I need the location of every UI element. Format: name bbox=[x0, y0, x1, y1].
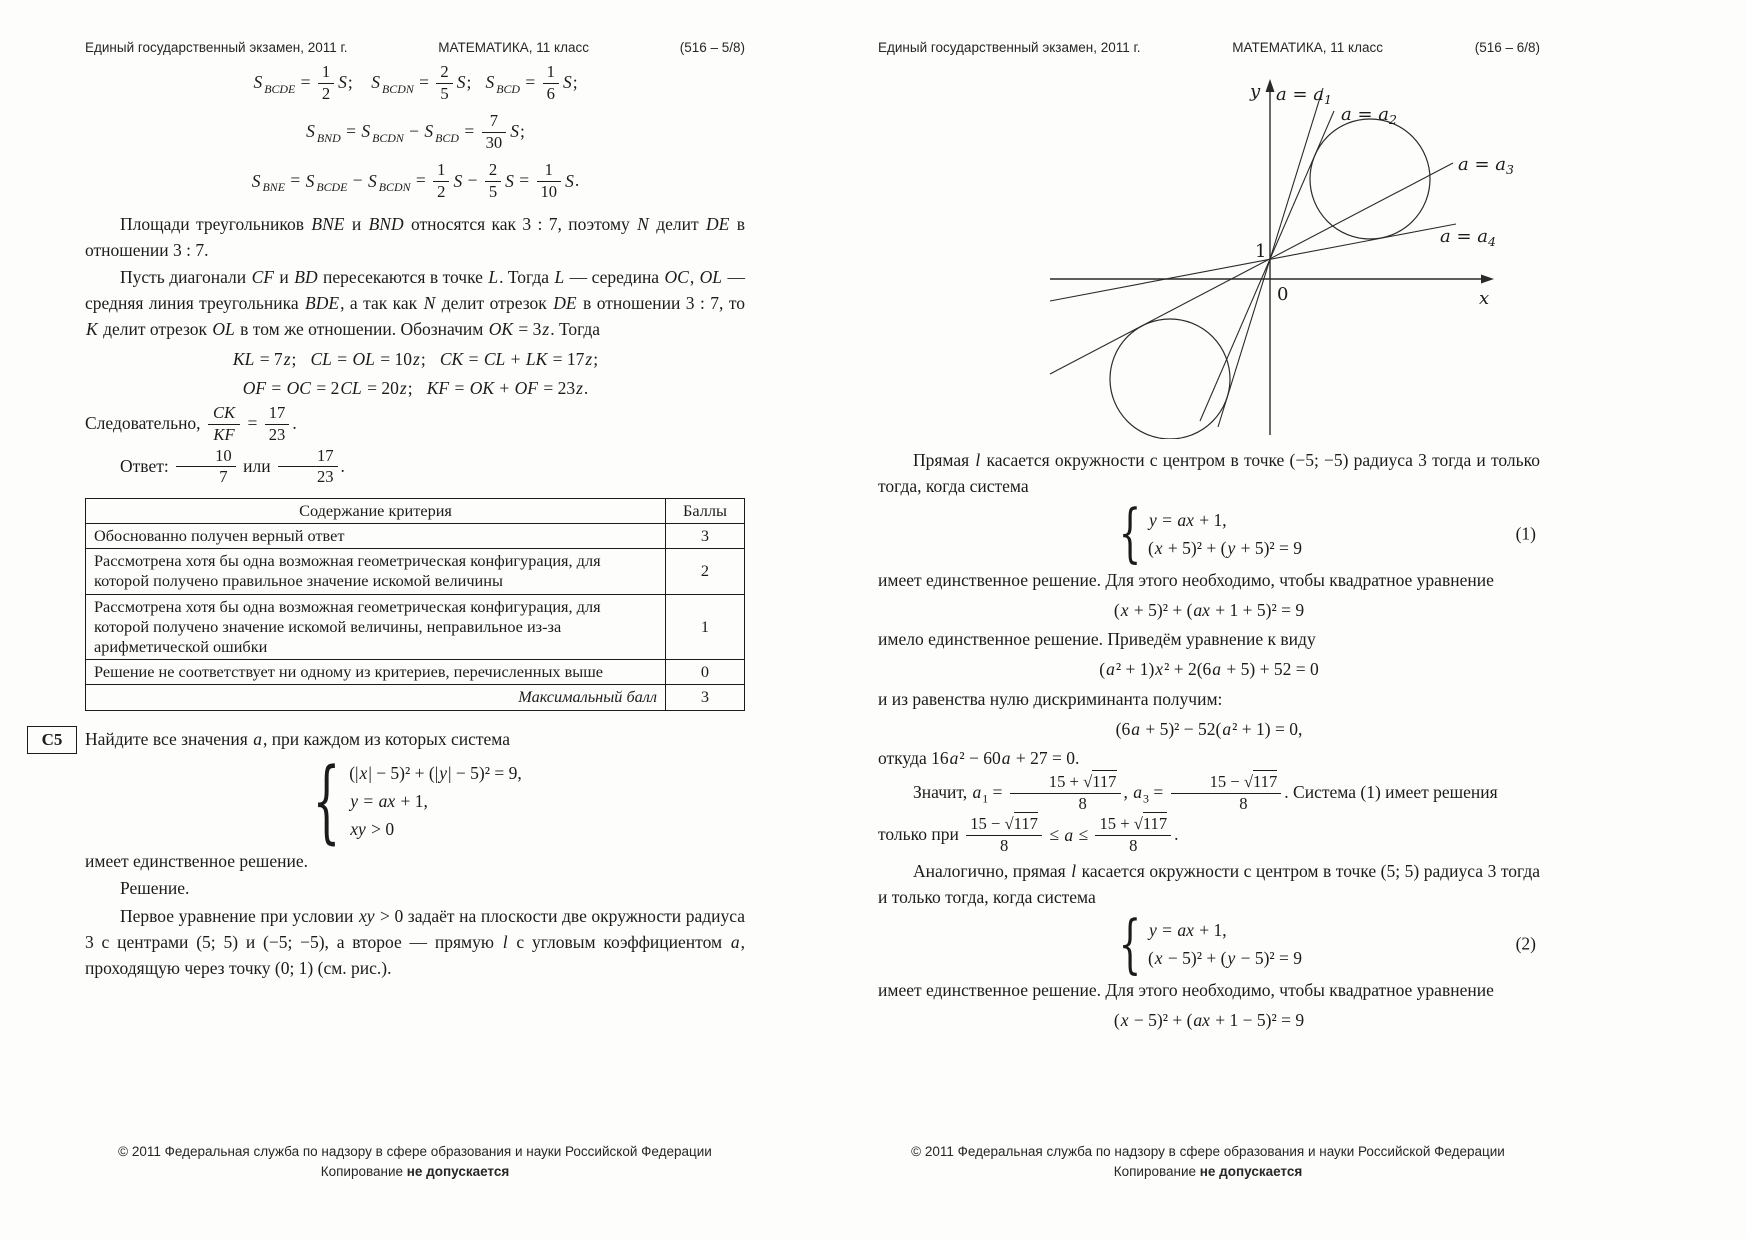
task-c5-block bbox=[41, 727, 745, 753]
y-intercept-label: 1 bbox=[1255, 241, 1267, 262]
equation-expanded-1: (x + 5)² + (ax + 1 + 5)² = 9 bbox=[1113, 599, 1305, 620]
table-row bbox=[86, 524, 745, 549]
equation-expanded-2: (x − 5)² + (ax + 1 − 5)² = 9 bbox=[1113, 1010, 1305, 1031]
area-ratio-formula-2: S $_{BND}$ = S $_{BCDN}$ − S $_{BCD}$ = $\frac{7}{30}$ S; bbox=[306, 111, 525, 152]
criterion-score: 0 bbox=[666, 660, 745, 685]
tangent-lines-figure bbox=[1038, 67, 1532, 444]
criterion-text: Обоснованно получен верный ответ bbox=[86, 524, 666, 549]
system-2 bbox=[878, 916, 1540, 972]
max-score-label: Максимальный балл bbox=[86, 685, 666, 710]
page-left bbox=[41, 0, 746, 1180]
system-2-line-2: (x − 5)² + (y − 5)² = 9 bbox=[1147, 948, 1303, 969]
line-a2-label: $a = a_2$ bbox=[1341, 104, 1397, 127]
system-c5-line-1: (|x| − 5)² + (|y| − 5)² = 9, bbox=[349, 762, 522, 783]
criteria-header-content: Содержание критерия bbox=[86, 498, 666, 523]
origin-label: 0 bbox=[1277, 284, 1289, 305]
footer-copy-warning: Копирование не допускается bbox=[1113, 1164, 1303, 1180]
criterion-text: Решение не соответствует ни одному из критериев, перечисленных выше bbox=[86, 660, 666, 685]
footer-copyright: © 2011 Федеральная служба по надзору в сфере образования и науки Российской Федерации bbox=[118, 1144, 712, 1159]
paragraph-unique-1: имеет единственное решение. Для этого необходимо, чтобы квадратное уравнение bbox=[878, 569, 1494, 590]
equation-number-1: (1) bbox=[1515, 523, 1536, 544]
tangent-line-a4 bbox=[1050, 224, 1456, 301]
system-c5 bbox=[85, 759, 745, 843]
paragraph-unique-2: имеет единственное решение. Для этого необходимо, чтобы квадратное уравнение bbox=[878, 980, 1494, 1001]
header-subject: МАТЕМАТИКА, 11 класс bbox=[1232, 40, 1383, 55]
footer-copyright: © 2011 Федеральная служба по надзору в сфере образования и науки Российской Федерации bbox=[911, 1144, 1505, 1159]
paragraph-areas-ratio: Площади треугольников BNE и BND относятся как 3 : 7, поэтому N делит DE в отношении 3 : 7. bbox=[85, 213, 745, 260]
header-exam-title: Единый государственный экзамен, 2011 г. bbox=[878, 40, 1141, 55]
x-axis-label: x bbox=[1479, 288, 1490, 309]
paragraph-interval: только при $\frac{15 - √117}{8}$ ≤ a ≤ $\frac{15 + √117}{8}$ . bbox=[878, 814, 1179, 856]
criteria-table bbox=[85, 498, 745, 711]
table-footer-row bbox=[86, 685, 745, 710]
paragraph-tangency-1: Прямая l касается окружности с центром в точке (−5; −5) радиуса 3 тогда и только тогда, когда система bbox=[878, 450, 1540, 496]
x-axis-arrow bbox=[1481, 275, 1494, 284]
task-label-text: С5 bbox=[41, 729, 63, 749]
y-axis-label: y bbox=[1250, 81, 1261, 102]
area-ratio-formula-1: S $_{BCDE}$ = $\frac{1}{2}$ S; S $_{BCDN}$ = $\frac{2}{5}$ S; S $_{BCD}$ = $\frac{1}{6}$ S; bbox=[253, 62, 578, 103]
solution-heading: Решение. bbox=[120, 878, 190, 899]
page-right bbox=[878, 0, 1540, 1180]
system-2-line-1: y = ax + 1, bbox=[1148, 920, 1227, 941]
header-page-code: (516 – 6/8) bbox=[1474, 40, 1540, 55]
system-1-line-2: (x + 5)² + (y + 5)² = 9 bbox=[1147, 537, 1303, 558]
criteria-header-row bbox=[86, 498, 745, 523]
paragraph-first-equation: Первое уравнение при условии xy > 0 задаёт на плоскости две окружности радиуса 3 с центрами (5; 5) и (−5; −5), а второе — прямую l с угловым коэффициентом a, проходящую через точку (0; 1) (см. рис.). bbox=[85, 906, 745, 979]
system-1-line-1: y = ax + 1, bbox=[1148, 509, 1227, 530]
paragraph-reduce: имело единственное решение. Приведём уравнение к виду bbox=[878, 629, 1316, 650]
system-c5-line-3: xy > 0 bbox=[350, 818, 395, 839]
page-right-header bbox=[878, 40, 1540, 55]
page-left-header bbox=[85, 40, 745, 55]
criterion-score: 2 bbox=[666, 549, 745, 594]
figure-svg bbox=[1038, 67, 1532, 439]
system-1 bbox=[878, 506, 1540, 562]
header-page-code: (516 – 5/8) bbox=[679, 40, 745, 55]
circle-upper bbox=[1310, 119, 1430, 239]
paragraph-whence: откуда 16a² − 60a + 27 = 0. bbox=[878, 748, 1080, 769]
task-c5-statement: Найдите все значения a, при каждом из которых система bbox=[85, 728, 511, 749]
y-axis-arrow bbox=[1266, 79, 1275, 92]
line-a1-label: $a = a_1$ bbox=[1276, 84, 1332, 107]
paragraph-tangency-2: Аналогично, прямая l касается окружности с центром в точке (5; 5) радиуса 3 тогда и только тогда, когда система bbox=[878, 860, 1540, 907]
system-brace bbox=[1116, 919, 1144, 970]
tangent-line-a2 bbox=[1200, 111, 1334, 421]
circle-lower bbox=[1110, 319, 1230, 439]
area-ratio-formula-3: S $_{BNE}$ = S $_{BCDE}$ − S $_{BCDN}$ = $\frac{1}{2}$ S − $\frac{2}{5}$ S = $\frac{1}{10}$ S. bbox=[251, 160, 580, 202]
header-subject: МАТЕМАТИКА, 11 класс bbox=[438, 40, 589, 55]
page-right-footer bbox=[878, 1142, 1538, 1183]
criterion-score: 3 bbox=[666, 524, 745, 549]
task-label-c5 bbox=[27, 726, 77, 754]
line-a3-label: $a = a_3$ bbox=[1458, 154, 1514, 177]
criteria-header-score: Баллы bbox=[666, 498, 745, 523]
footer-copy-warning: Копирование не допускается bbox=[320, 1164, 510, 1180]
header-exam-title: Единый государственный экзамен, 2011 г. bbox=[85, 40, 348, 55]
answer-line: Ответ: $\frac{10}{7}$ или $\frac{17}{23}$ . bbox=[120, 445, 345, 487]
table-row bbox=[86, 660, 745, 685]
system-c5-line-2: y = ax + 1, bbox=[350, 790, 428, 811]
hence-line: Следовательно, $\frac{CK}{KF}$ = $\frac{17}{23}$ . bbox=[85, 403, 297, 444]
unique-solution-line: имеет единственное решение. bbox=[85, 850, 308, 871]
paragraph-discriminant: и из равенства нулю дискриминанта получим: bbox=[878, 688, 1223, 709]
system-brace bbox=[308, 767, 345, 835]
table-row bbox=[86, 549, 745, 594]
criterion-text: Рассмотрена хотя бы одна возможная геометрическая конфигурация, для которой получено значение искомой величины, неправильное из-за арифметической ошибки bbox=[86, 594, 666, 660]
system-brace bbox=[1116, 508, 1144, 559]
equation-discriminant: (6a + 5)² − 52(a² + 1) = 0, bbox=[1115, 718, 1303, 739]
max-score-value: 3 bbox=[666, 685, 745, 710]
table-row bbox=[86, 594, 745, 660]
equation-quadratic: (a² + 1)x² + 2(6a + 5) + 52 = 0 bbox=[1099, 659, 1319, 680]
line-a4-label: $a = a_4$ bbox=[1440, 226, 1496, 249]
segment-formula-2: OF = OC = 2CL = 20z; KF = OK + OF = 23z. bbox=[242, 377, 589, 398]
equation-number-2: (2) bbox=[1515, 933, 1536, 954]
criterion-text: Рассмотрена хотя бы одна возможная геометрическая конфигурация, для которой получено правильное значение искомой величины bbox=[86, 549, 666, 594]
tangent-line-a3 bbox=[1050, 163, 1453, 374]
page-left-footer bbox=[85, 1142, 745, 1183]
segment-formula-1: KL = 7z; CL = OL = 10z; CK = CL + LK = 17z; bbox=[232, 349, 599, 370]
paragraph-diagonals: Пусть диагонали CF и BD пересекаются в точке L. Тогда L — середина OC, OL — средняя линия треугольника BDE, а так как N делит отрезок DE в отношении 3 : 7, то K делит отрезок OL в том же отношении. Обозначим OK = 3z. Тогда bbox=[85, 267, 746, 340]
criterion-score: 1 bbox=[666, 594, 745, 660]
paragraph-roots: Значит, $a_1$ = $\frac{15 + √117}{8}$ , $a_3$ = $\frac{15 - √117}{8}$ . Система (1) имеет решения bbox=[913, 772, 1498, 813]
